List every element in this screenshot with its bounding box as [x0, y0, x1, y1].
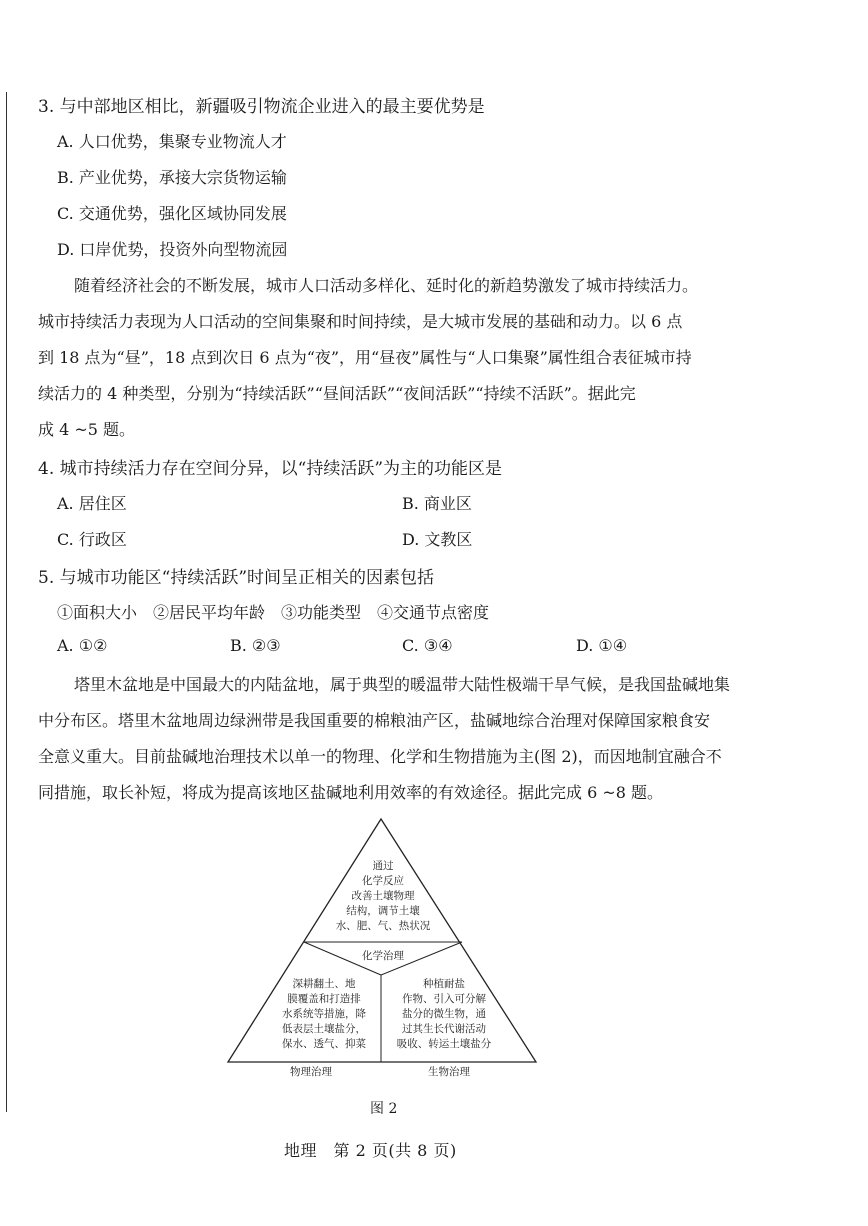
physical-line-2: 膜覆盖和打造排 [287, 993, 361, 1005]
passage-1-line-5: 成 4 ~5 题。 [38, 420, 136, 439]
chemical-line-3: 改善土壤物理 [351, 890, 415, 902]
biological-treatment-description [384, 977, 504, 1052]
passage-2-line-1: 塔里木盆地是中国最大的内陆盆地，属于典型的暖温带大陆性极端干旱气候，是我国盐碱地集 [74, 675, 731, 694]
question-3-stem: 3. 与中部地区相比，新疆吸引物流企业进入的最主要优势是 [38, 97, 485, 117]
chemical-line-2: 化学反应 [362, 875, 404, 887]
chemical-line-5: 水、肥、气、热状况 [335, 920, 431, 932]
question-4-stem: 4. 城市持续活力存在空间分异，以“持续活跃”为主的功能区是 [38, 459, 503, 479]
physical-line-5: 保水、透气、抑菜 [282, 1038, 366, 1050]
passage-2-line-2: 中分布区。塔里木盆地周边绿洲带是我国重要的棉粮油产区，盐碱地综合治理对保障国家粮食安 [38, 711, 711, 730]
question-4-option-d: D. 文教区 [402, 530, 473, 549]
figure-caption: 图 2 [370, 1101, 398, 1117]
question-3-option-a: A. 人口优势，集聚专业物流人才 [57, 132, 287, 151]
question-4-option-a: A. 居住区 [57, 494, 127, 513]
chemical-treatment-label: 化学治理 [362, 950, 404, 962]
biological-line-3: 盐分的微生物，通 [402, 1008, 486, 1020]
passage-1-line-1: 随着经济社会的不断发展，城市人口活动多样化、延时化的新趋势激发了城市持续活力。 [74, 276, 699, 295]
biological-line-2: 作物、引入可分解 [402, 993, 486, 1005]
question-3-option-b: B. 产业优势，承接大宗货物运输 [57, 168, 287, 187]
chemical-line-1: 通过 [372, 860, 394, 872]
biological-treatment-label: 生物治理 [428, 1066, 470, 1078]
physical-treatment-label: 物理治理 [290, 1066, 332, 1078]
physical-line-4: 低表层土壤盐分， [282, 1023, 366, 1035]
question-4-option-b: B. 商业区 [402, 494, 472, 513]
question-5-option-b: B. ②③ [230, 636, 281, 655]
salinity-treatment-diagram [226, 815, 542, 1085]
biological-line-5: 吸收、转运土壤盐分 [396, 1038, 492, 1050]
chemical-treatment-description [318, 859, 448, 934]
question-3-option-c: C. 交通优势，强化区域协同发展 [57, 204, 287, 223]
question-5-option-d: D. ①④ [576, 636, 628, 655]
passage-2-line-3: 全意义重大。目前盐碱地治理技术以单一的物理、化学和生物措施为主(图 2)，而因地制宜融合不 [38, 747, 722, 766]
physical-line-1: 深耕翻土、地 [292, 978, 356, 990]
question-5-stem: 5. 与城市功能区“持续活跃”时间呈正相关的因素包括 [38, 568, 435, 588]
passage-1-line-3: 到 18 点为“昼”，18 点到次日 6 点为“夜”，用“昼夜”属性与“人口集聚”属性组合表征城市持 [38, 348, 692, 367]
biological-line-1: 种植耐盐 [423, 978, 465, 990]
question-4-option-c: C. 行政区 [57, 530, 127, 549]
question-5-option-c: C. ③④ [402, 636, 453, 655]
question-5-factors: ①面积大小 ②居民平均年龄 ③功能类型 ④交通节点密度 [57, 603, 490, 622]
chemical-line-4: 结构，调节土壤 [346, 905, 420, 917]
physical-line-3: 水系统等措施，降 [282, 1008, 366, 1020]
passage-2-line-4: 同措施，取长补短，将成为提高该地区盐碱地利用效率的有效途径。据此完成 6 ~8 题。 [38, 783, 664, 802]
question-3-option-d: D. 口岸优势，投资外向型物流园 [57, 240, 288, 259]
passage-1-line-2: 城市持续活力表现为人口活动的空间集聚和时间持续，是大城市发展的基础和动力。以 6 点 [38, 312, 683, 331]
passage-1-line-4: 续活力的 4 种类型，分别为“持续活跃”“昼间活跃”“夜间活跃”“持续不活跃”。据此完 [38, 384, 636, 403]
biological-line-4: 过其生长代谢活动 [402, 1023, 486, 1035]
question-5-option-a: A. ①② [57, 636, 108, 655]
page-margin-line [6, 92, 7, 1112]
physical-treatment-description [266, 977, 382, 1052]
page-footer: 地理 第 2 页(共 8 页) [284, 1141, 457, 1160]
